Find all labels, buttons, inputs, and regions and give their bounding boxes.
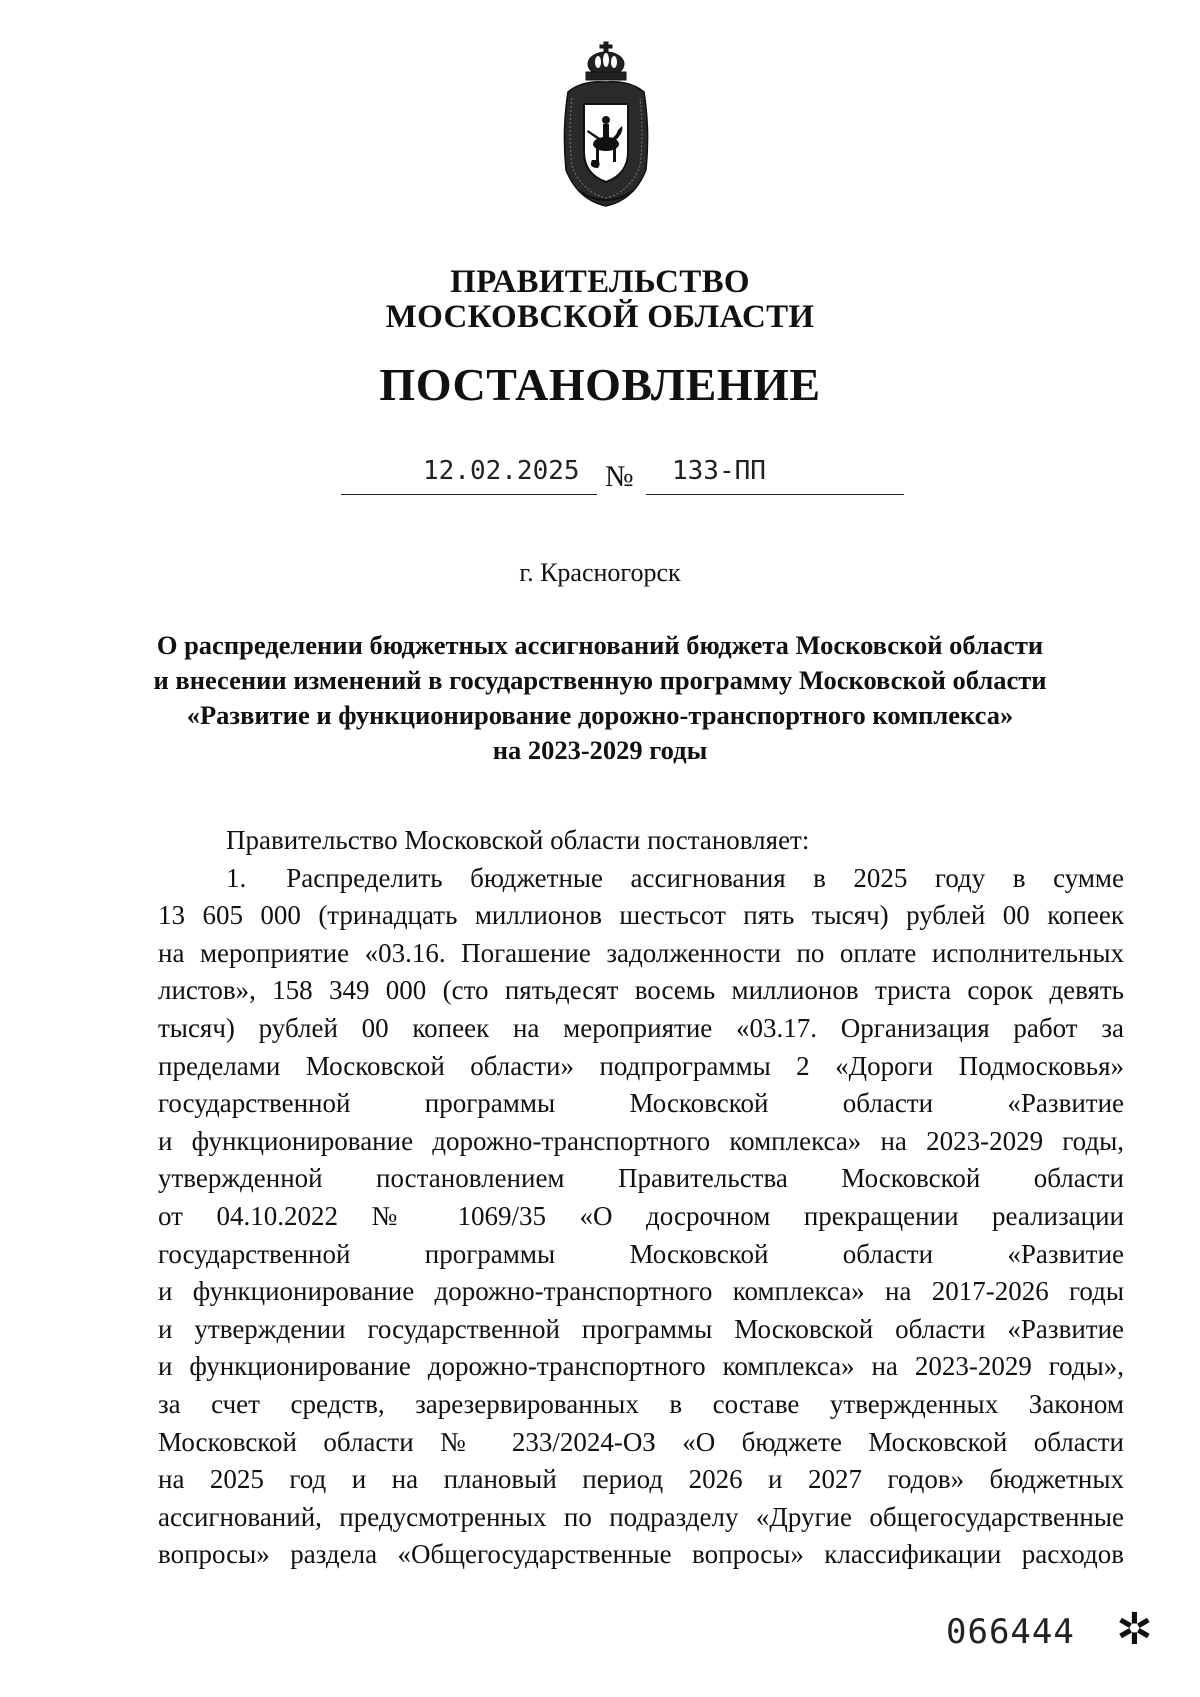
number-field (646, 452, 904, 495)
item-number: 1. (226, 862, 247, 893)
body-line: и утверждении государственной программы Московской области «Развитие (158, 1313, 1124, 1344)
org-name-line1: ПРАВИТЕЛЬСТВО (450, 264, 750, 300)
moscow-oblast-coat-of-arms-icon (558, 40, 654, 210)
body-line: пределами Московской области» подпрограммы 2 «Дороги Подмосковья» (158, 1050, 1124, 1081)
body-line: на мероприятие «03.16. Погашение задолженности по оплате исполнительных (158, 937, 1124, 968)
body-line: государственной программы Московской области «Развитие (158, 1238, 1124, 1269)
document-body (158, 822, 1124, 1574)
body-line-text: Распределить бюджетные ассигнования в 2025 году в сумме (286, 862, 1124, 893)
document-subject (0, 628, 1200, 768)
serial-number: 066444 (946, 1612, 1075, 1652)
body-line: за счет средств, зарезервированных в составе утвержденных Законом (158, 1388, 1124, 1419)
body-line: государственной программы Московской области «Развитие (158, 1088, 1124, 1119)
date-field (341, 452, 597, 495)
body-line: на 2025 год и на плановый период 2026 и 2027 годов» бюджетных (158, 1464, 1124, 1495)
body-line: вопросы» раздела «Общегосударственные вопросы» классификации расходов (158, 1539, 1124, 1570)
subject-line: О распределении бюджетных ассигнований бюджета Московской области (156, 630, 1044, 660)
city-name: г. Красногорск (519, 558, 681, 587)
number-sign: № (605, 460, 634, 493)
body-line: ассигнований, предусмотренных по подразделу «Другие общегосударственные (158, 1501, 1124, 1532)
subject-line: на 2023-2029 годы (492, 735, 708, 765)
body-line: листов», 158 349 000 (сто пятьдесят восемь миллионов триста сорок девять (158, 975, 1124, 1006)
subject-line: и внесении изменений в государственную программу Московской области (153, 665, 1047, 695)
document-number: 133-ПП (672, 456, 766, 486)
body-line (158, 860, 1124, 898)
body-intro: Правительство Московской области постановляет: (226, 825, 810, 855)
document-date: 12.02.2025 (423, 456, 580, 486)
subject-line: «Развитие и функционирование дорожно-транспортного комплекса» (186, 700, 1014, 730)
document-type-title: ПОСТАНОВЛЕНИЕ (379, 359, 821, 410)
org-name-line2: МОСКОВСКОЙ ОБЛАСТИ (385, 299, 815, 335)
body-line: и функционирование дорожно-транспортного комплекса» на 2023-2029 годы», (158, 1351, 1124, 1382)
asterisk-mark-icon: ✲ (1116, 1605, 1153, 1654)
body-line: тысяч) рублей 00 копеек на мероприятие «03.17. Организация работ за (158, 1012, 1124, 1043)
body-line: от 04.10.2022 № 1069/35 «О досрочном прекращении реализации (158, 1200, 1124, 1231)
body-line: утвержденной постановлением Правительства Московской области (158, 1163, 1124, 1194)
body-line: и функционирование дорожно-транспортного комплекса» на 2017-2026 годы (158, 1276, 1124, 1307)
body-line: Московской области № 233/2024-ОЗ «О бюджете Московской области (158, 1426, 1124, 1457)
body-line: 13 605 000 (тринадцать миллионов шестьсот пять тысяч) рублей 00 копеек (158, 900, 1124, 931)
body-line: и функционирование дорожно-транспортного комплекса» на 2023-2029 годы, (158, 1125, 1124, 1156)
